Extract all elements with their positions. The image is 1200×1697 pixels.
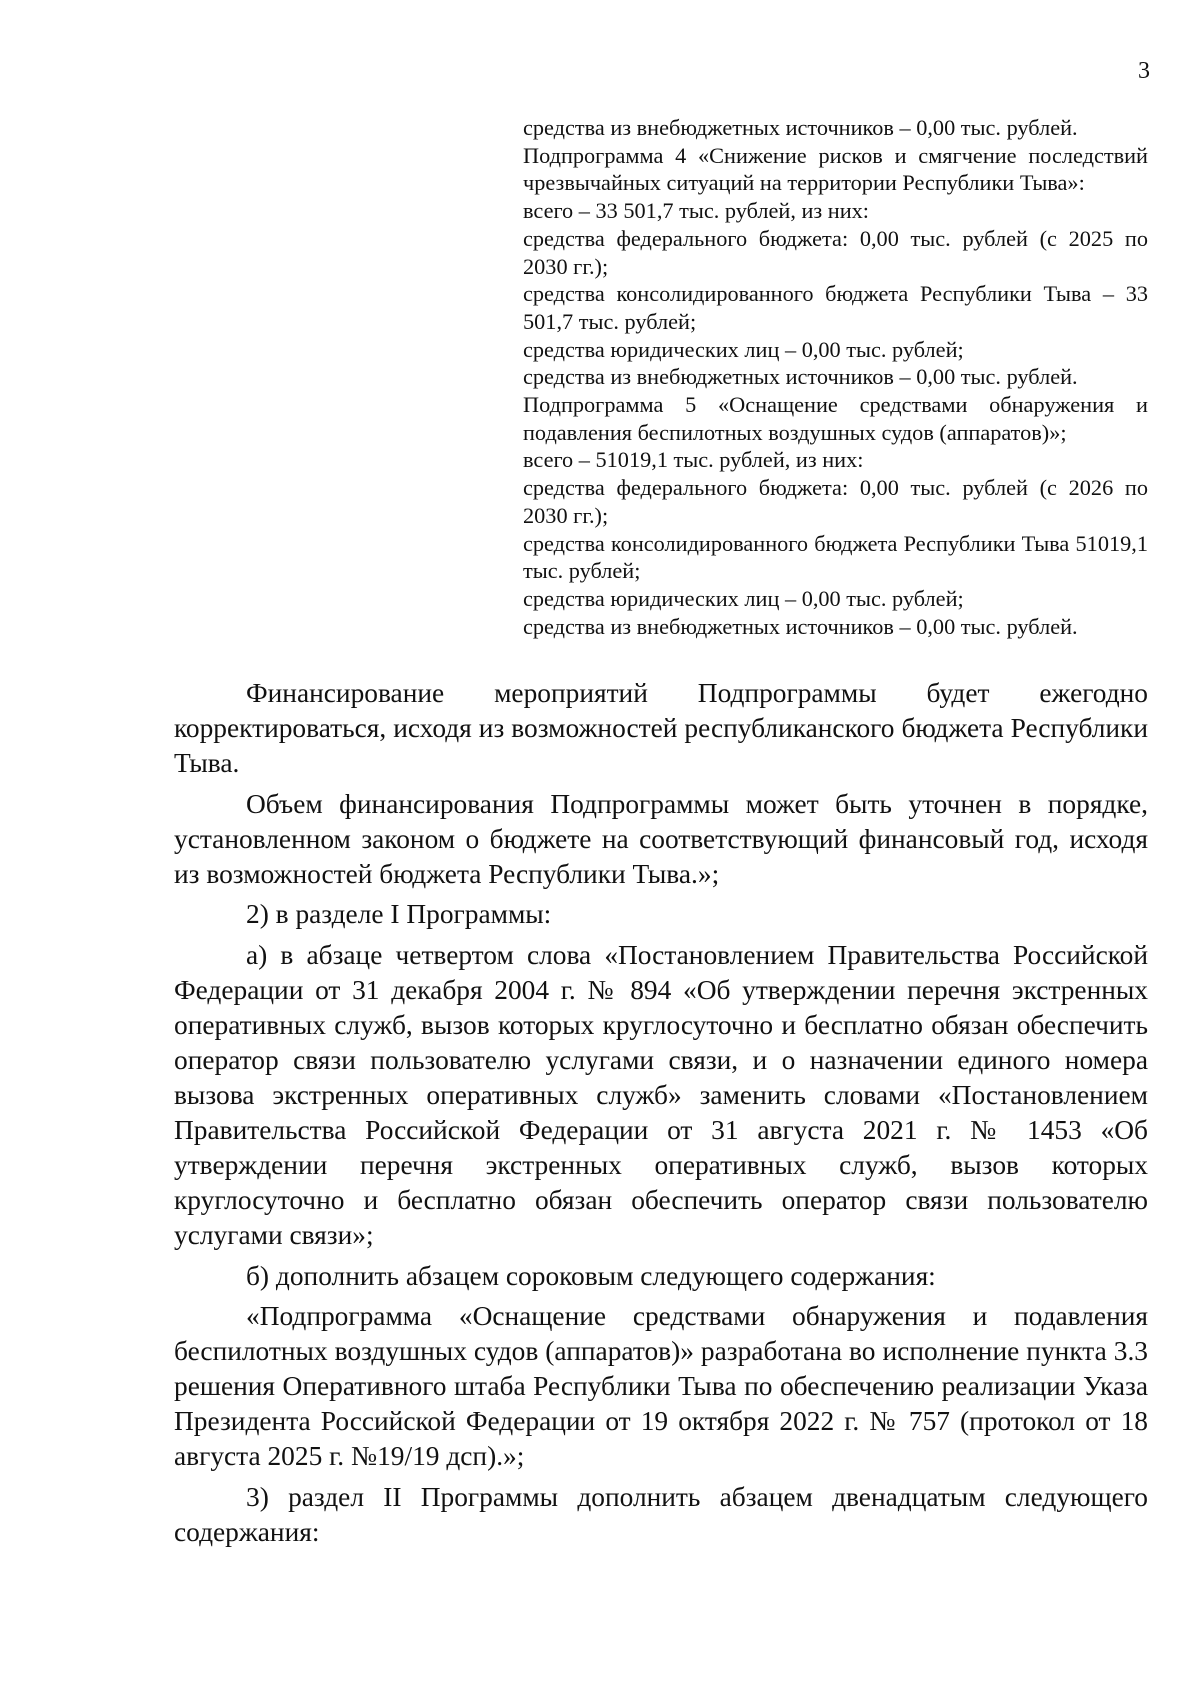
paragraph: «Подпрограмма «Оснащение средствами обнаружения и подавления беспилотных воздушных судов (аппаратов)» разработана во исполнение пункта 3.3 решения Оперативного штаба Республики Тыва по обеспечению реализации Указа Президента Российской Федерации от 19 октября 2022 г. № 757 (протокол от 18 августа 2025 г. №19/19 дсп).»;	[174, 1301, 1148, 1472]
funding-line: средства федерального бюджета: 0,00 тыс. рублей (с 2025 по 2030 гг.);	[523, 225, 1148, 279]
subprogram-title: Подпрограмма 5 «Оснащение средствами обнаружения и подавления беспилотных воздушных судов (аппаратов)»;	[523, 392, 1148, 445]
funding-line: всего – 33 501,7 тыс. рублей, из них:	[523, 198, 870, 224]
funding-line: средства консолидированного бюджета Республики Тыва 51019,1 тыс. рублей;	[523, 530, 1148, 584]
page-number: 3	[1138, 58, 1150, 84]
paragraph: Финансирование мероприятий Подпрограммы будет ежегодно корректироваться, исходя из возможностей республиканского бюджета Республики Тыва.	[174, 678, 1148, 778]
paragraph: Объем финансирования Подпрограммы может быть уточнен в порядке, установленном законом о бюджете на соответствующий финансовый год, исходя из возможностей бюджета Республики Тыва.»;	[174, 788, 1148, 889]
paragraph: а) в абзаце четвертом слова «Постановлением Правительства Российской Федерации от 31 декабря 2004 г. № 894 «Об утверждении перечня экстренных оперативных служб, вызов которых круглосуточно и бесплатно обязан обеспечить оператор связи пользователю услугами связи, и о назначении единого номера вызова экстренных оперативных служб» заменить словами «Постановлением Правительства Российской Федерации от 31 августа 2021 г. № 1453 «Об утверждении перечня экстренных оперативных служб, вызов которых круглосуточно и бесплатно обязан обеспечить оператор связи пользователю услугами связи»;	[174, 940, 1148, 1250]
paragraph: б) дополнить абзацем сороковым следующего содержания:	[246, 1260, 936, 1291]
funding-line: средства юридических лиц – 0,00 тыс. рублей;	[523, 585, 964, 611]
funding-line: средства юридических лиц – 0,00 тыс. рублей;	[523, 336, 964, 362]
funding-line: всего – 51019,1 тыс. рублей, из них:	[523, 447, 864, 473]
paragraph: 2) в разделе I Программы:	[246, 899, 552, 930]
funding-line: средства из внебюджетных источников – 0,00 тыс. рублей.	[523, 364, 1078, 390]
funding-line: средства из внебюджетных источников – 0,00 тыс. рублей.	[523, 115, 1078, 140]
subprogram-title: Подпрограмма 4 «Снижение рисков и смягчение последствий чрезвычайных ситуаций на территории Республики Тыва»:	[523, 142, 1148, 196]
body-text	[174, 676, 1148, 1550]
funding-line: средства консолидированного бюджета Республики Тыва – 33 501,7 тыс. рублей;	[523, 281, 1148, 334]
paragraph: 3) раздел II Программы дополнить абзацем двенадцатым следующего содержания:	[174, 1481, 1148, 1547]
funding-line: средства федерального бюджета: 0,00 тыс. рублей (с 2026 по 2030 гг.);	[523, 475, 1148, 528]
funding-summary-block	[523, 114, 1148, 640]
funding-line: средства из внебюджетных источников – 0,00 тыс. рублей.	[523, 613, 1078, 639]
